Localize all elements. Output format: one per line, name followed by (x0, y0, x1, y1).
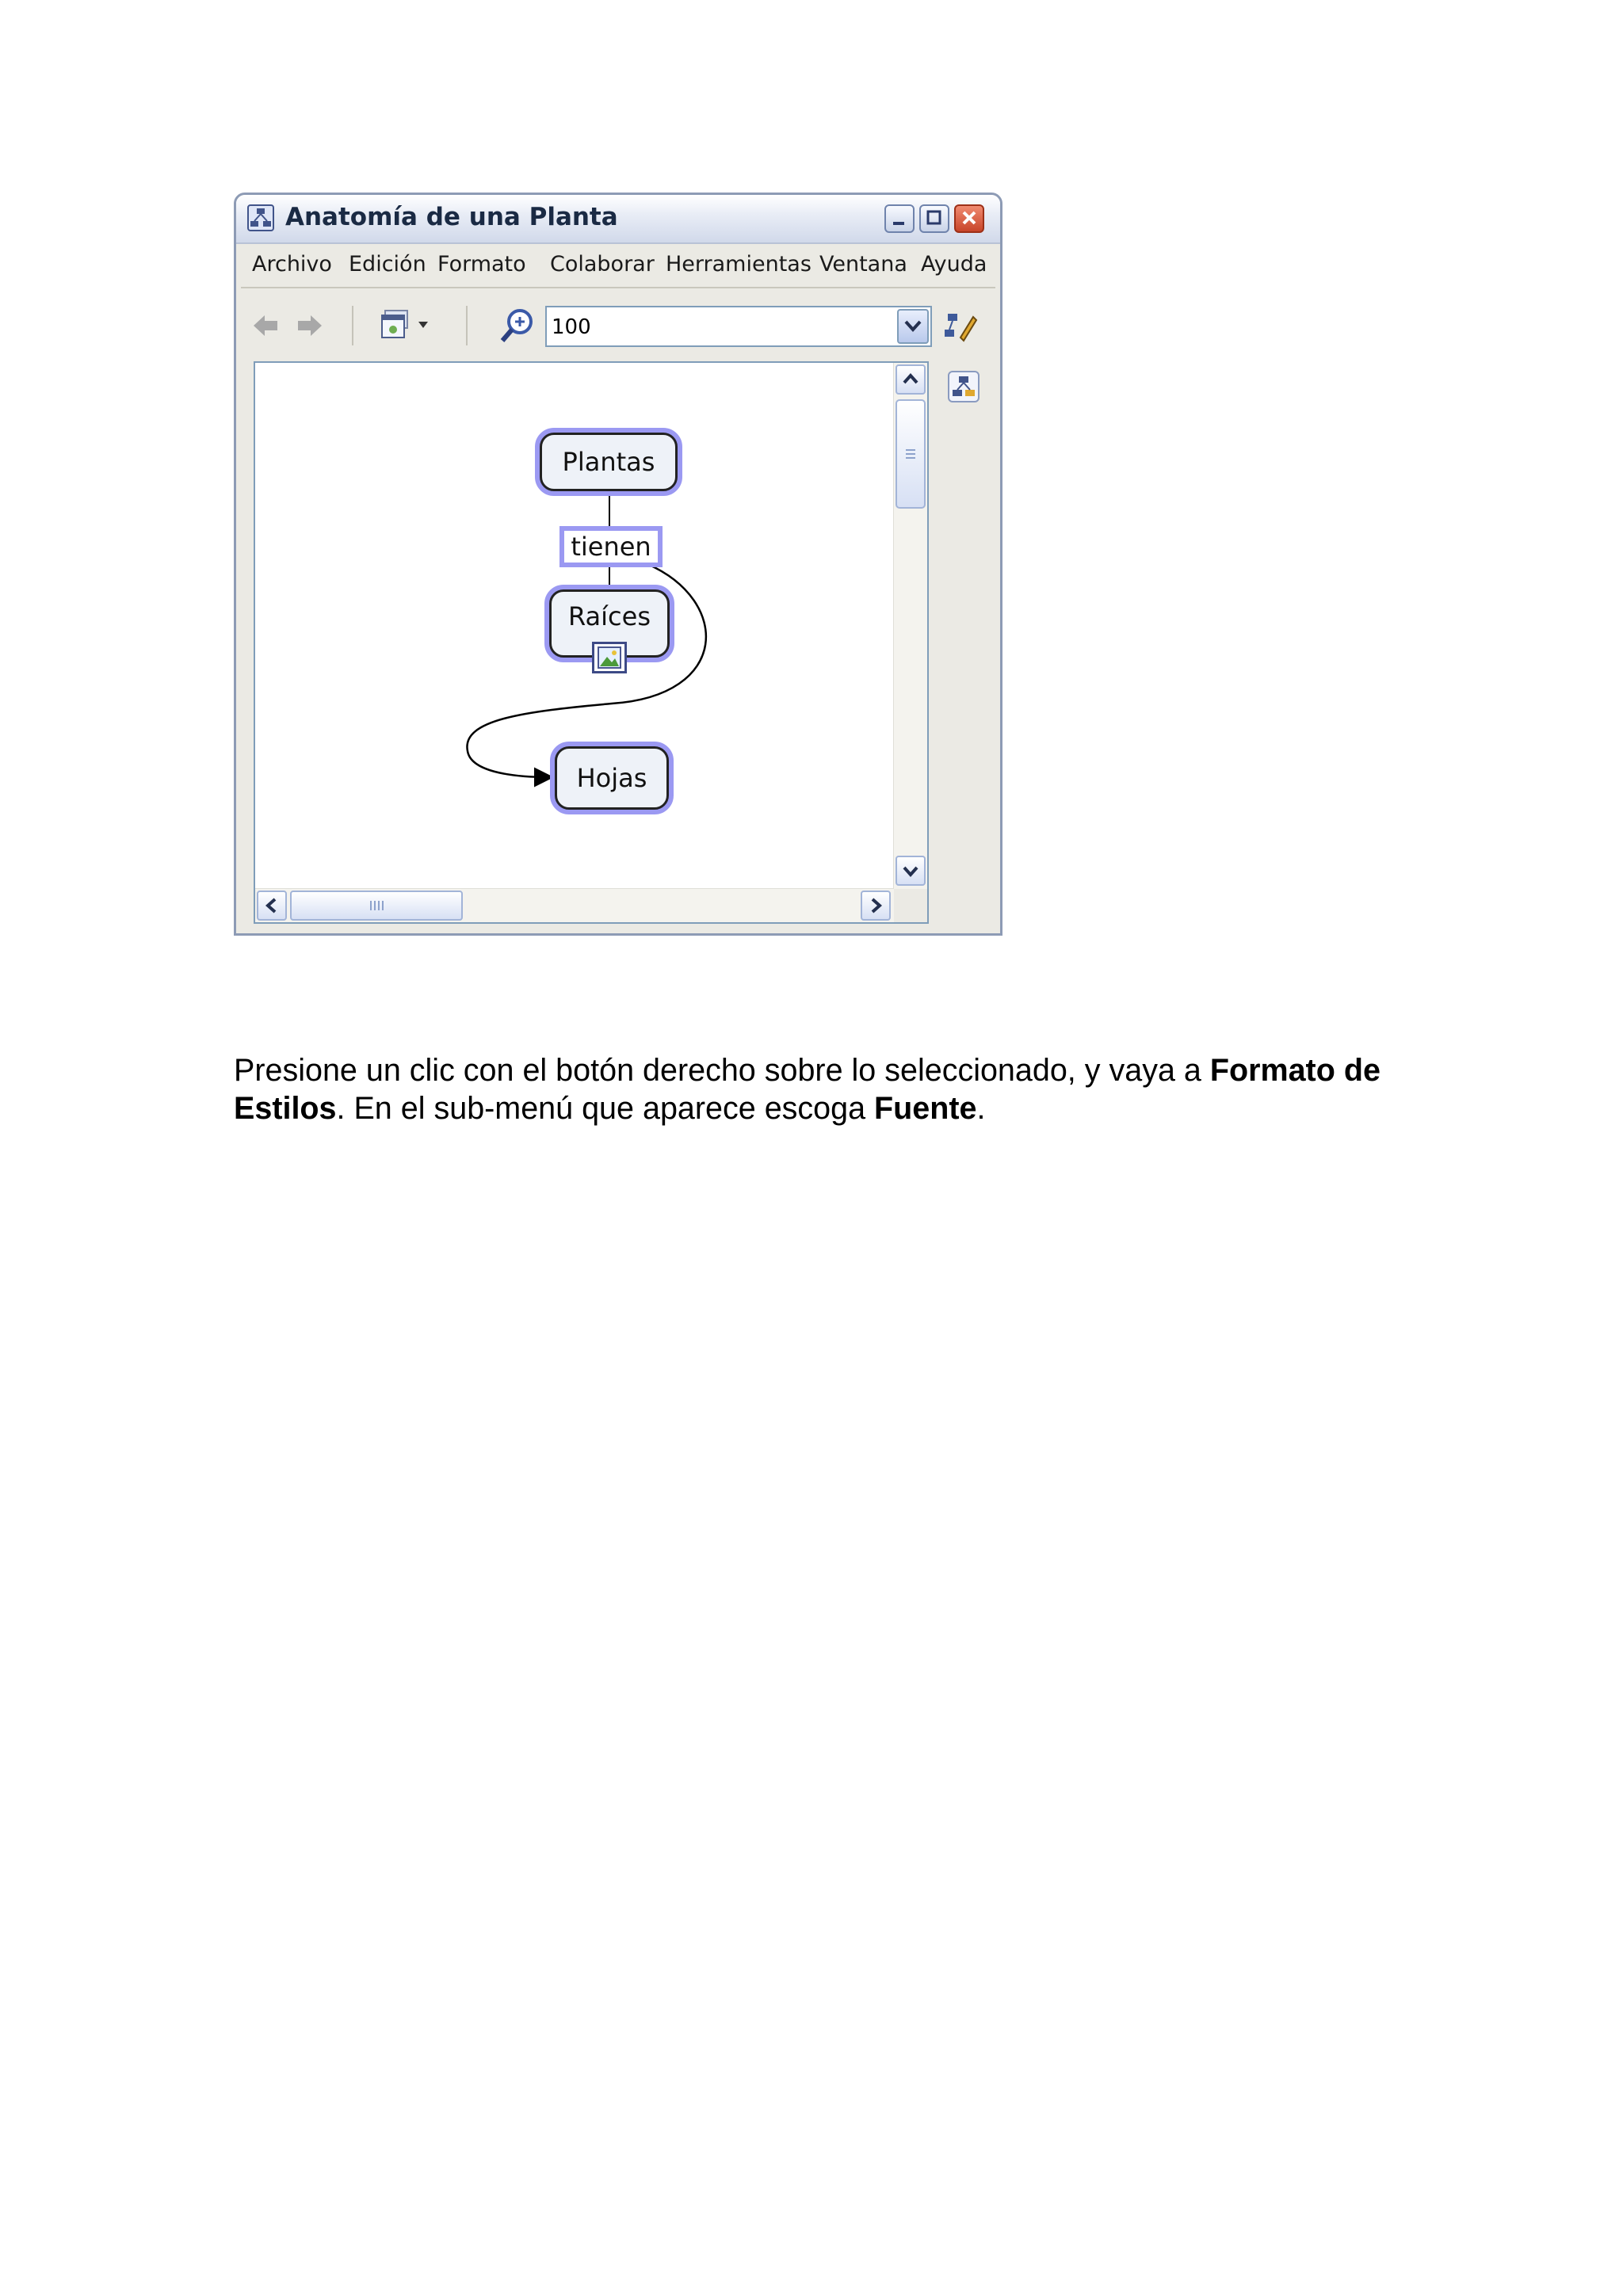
instruction-text: Presione un clic con el botón derecho sobre lo seleccionado, y vaya a (234, 1053, 1210, 1088)
instruction-text: . En el sub-menú que aparece escoga (336, 1091, 875, 1126)
back-arrow-icon[interactable] (250, 311, 281, 344)
instruction-paragraph (234, 1051, 1423, 1127)
concept-label: Plantas (540, 433, 678, 491)
menu-edicion[interactable]: Edición (349, 252, 426, 277)
cmap-views-icon[interactable] (948, 371, 980, 402)
scroll-up-button[interactable] (896, 364, 926, 395)
zoom-in-icon[interactable] (498, 306, 537, 349)
window-title: Anatomía de una Planta (285, 203, 618, 231)
menu-bar (241, 244, 995, 288)
toolbar-separator (466, 306, 468, 345)
concept-map-canvas[interactable] (254, 361, 929, 924)
zoom-combobox[interactable] (545, 306, 932, 347)
scrollbar-corner (894, 889, 927, 922)
toolbar-separator (352, 306, 353, 345)
image-resource-icon[interactable] (592, 642, 627, 673)
minimize-button[interactable] (884, 204, 915, 233)
maximize-button[interactable] (919, 204, 949, 233)
concept-plantas[interactable] (535, 428, 682, 496)
close-button[interactable] (954, 204, 984, 233)
forward-arrow-icon[interactable] (295, 311, 325, 344)
menu-herramientas[interactable]: Herramientas (666, 252, 812, 277)
view-mode-icon[interactable] (379, 307, 442, 347)
zoom-value: 100 (552, 315, 591, 339)
menu-archivo[interactable]: Archivo (252, 252, 332, 277)
menu-formato[interactable]: Formato (437, 252, 526, 277)
scroll-left-button[interactable] (257, 891, 287, 921)
style-edit-icon[interactable] (943, 309, 980, 349)
cmap-window (234, 193, 1002, 936)
vertical-scrollbar[interactable] (893, 363, 927, 889)
instruction-bold-text: Formato de Estilos (234, 1053, 1381, 1126)
instruction-text: . (976, 1091, 986, 1126)
concept-label: Hojas (555, 746, 669, 810)
menu-ventana[interactable]: Ventana (819, 252, 907, 277)
instruction-bold-text: Fuente (874, 1091, 977, 1126)
scroll-down-button[interactable] (896, 856, 926, 886)
link-label-tienen[interactable]: tienen (559, 526, 663, 567)
toolbar (236, 288, 1000, 357)
chevron-down-icon[interactable] (897, 309, 929, 344)
menu-ayuda[interactable]: Ayuda (921, 252, 987, 277)
menu-colaborar[interactable]: Colaborar (550, 252, 655, 277)
scroll-right-button[interactable] (861, 891, 891, 921)
cmap-app-icon (247, 204, 274, 231)
horizontal-scrollbar[interactable] (255, 888, 894, 922)
vertical-scroll-thumb[interactable] (896, 399, 926, 509)
title-bar[interactable] (236, 195, 1000, 244)
concept-hojas[interactable] (550, 742, 674, 814)
horizontal-scroll-thumb[interactable] (290, 891, 463, 921)
concept-label: Raíces (549, 589, 670, 658)
